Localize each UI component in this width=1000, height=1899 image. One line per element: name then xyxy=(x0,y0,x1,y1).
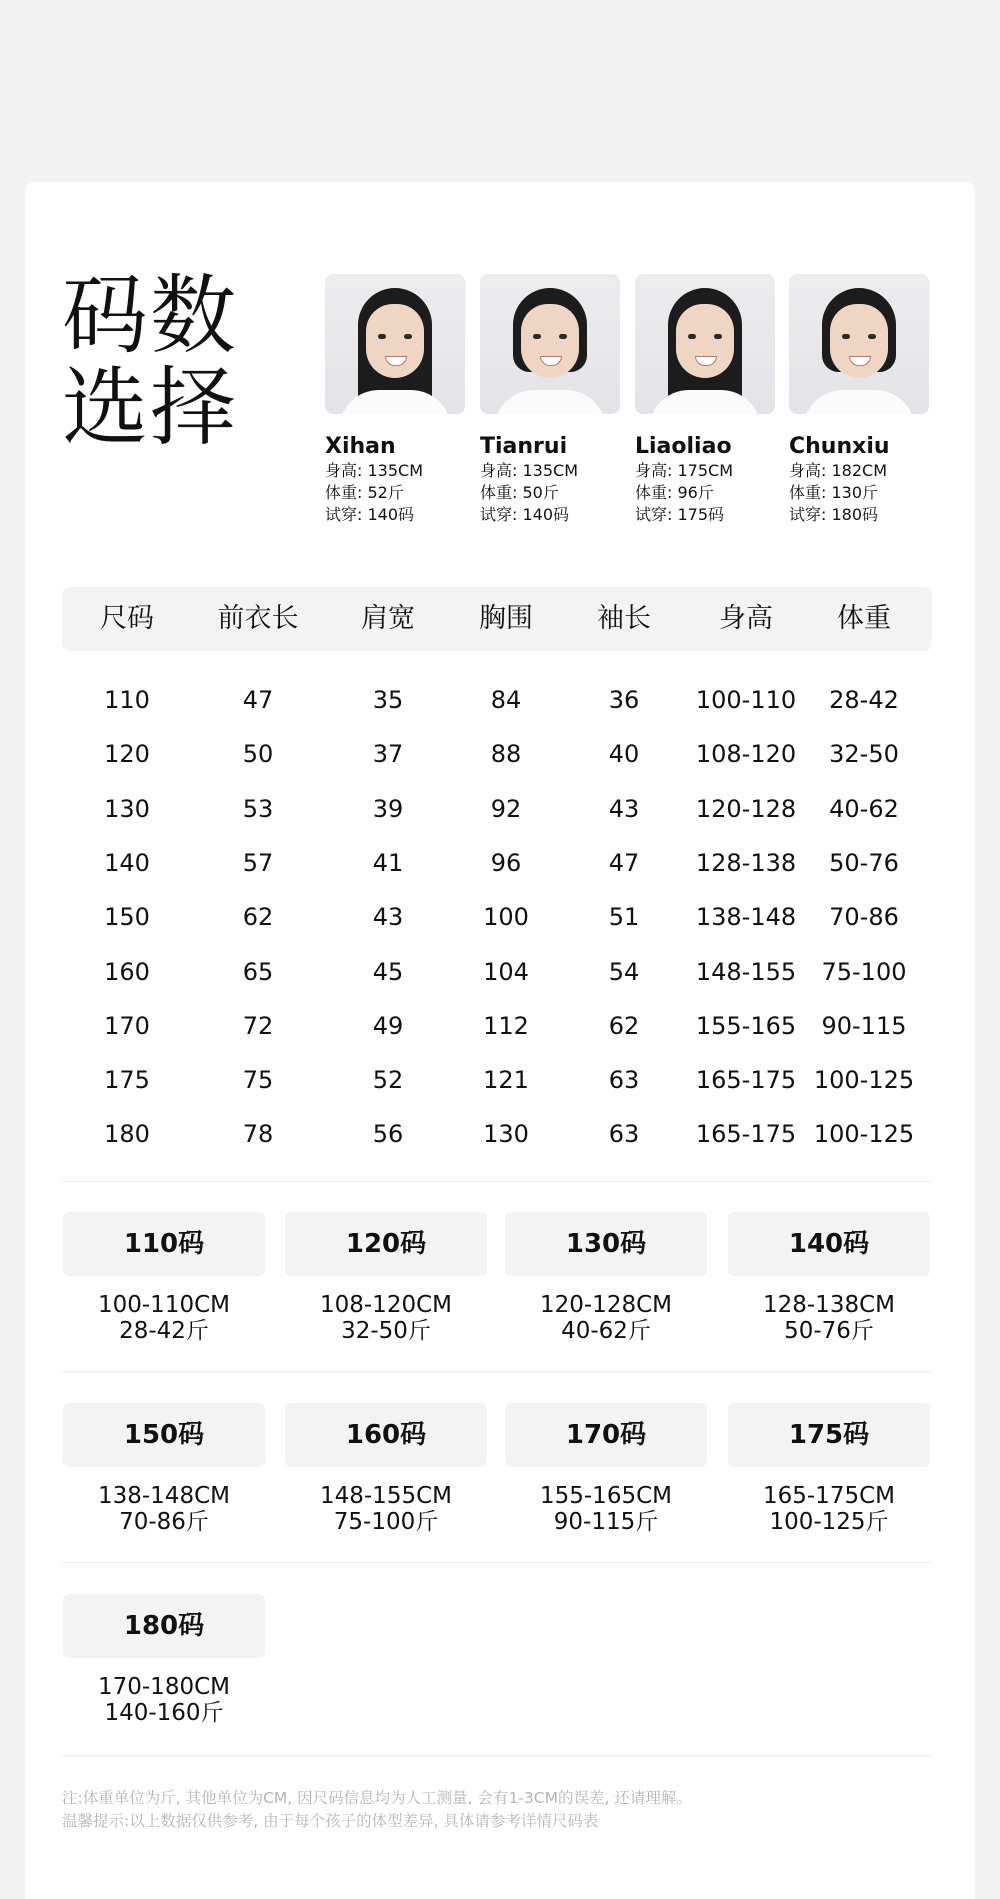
table-row xyxy=(62,727,932,781)
table-cell: 47 xyxy=(242,686,274,714)
table-cell: 78 xyxy=(242,1120,274,1149)
size-chip-info xyxy=(505,1483,707,1535)
size-chip-info xyxy=(63,1483,265,1535)
model-name: Xihan xyxy=(325,434,396,459)
table-cell: 50-76 xyxy=(829,848,899,877)
table-cell: 70-86 xyxy=(829,903,899,932)
table-cell: 53 xyxy=(242,794,274,823)
column-header: 袖长 xyxy=(597,603,651,634)
size-chip-info xyxy=(728,1292,930,1344)
table-cell: 41 xyxy=(372,848,404,877)
column-header: 胸围 xyxy=(479,603,533,634)
table-row xyxy=(62,1053,932,1107)
column-header: 肩宽 xyxy=(361,603,415,634)
table-cell: 130 xyxy=(483,1120,529,1149)
table-cell: 180 xyxy=(104,1120,150,1149)
model-card-chunxiu xyxy=(789,274,929,526)
size-height-range: 100-110CM xyxy=(97,1292,230,1318)
size-chip-info xyxy=(63,1674,265,1726)
size-table-header xyxy=(62,587,932,651)
size-chip[interactable]: 160码 xyxy=(285,1403,487,1467)
column-header: 体重 xyxy=(837,603,891,634)
size-weight-range: 75-100斤 xyxy=(333,1509,439,1535)
size-height-range: 170-180CM xyxy=(97,1674,230,1700)
size-chip[interactable]: 130码 xyxy=(505,1212,707,1276)
size-chip-info xyxy=(728,1483,930,1535)
size-height-range: 165-175CM xyxy=(762,1483,895,1509)
table-row xyxy=(62,673,932,727)
table-cell: 36 xyxy=(608,686,640,714)
table-cell: 120-128 xyxy=(695,794,797,823)
table-cell: 40 xyxy=(608,740,640,769)
table-cell: 35 xyxy=(372,686,404,714)
model-height: 身高: 175CM xyxy=(635,461,733,480)
table-cell: 45 xyxy=(372,957,404,986)
title-line-1: 码数 xyxy=(62,266,238,366)
size-chip[interactable]: 120码 xyxy=(285,1212,487,1276)
table-cell: 49 xyxy=(372,1011,404,1040)
table-cell: 100-110 xyxy=(695,686,797,714)
table-cell: 165-175 xyxy=(695,1066,797,1095)
model-card-xihan xyxy=(325,274,465,526)
model-height: 身高: 135CM xyxy=(325,461,423,480)
table-cell: 110 xyxy=(104,686,150,714)
size-chip-info xyxy=(285,1292,487,1344)
table-cell: 56 xyxy=(372,1120,404,1149)
table-cell: 155-165 xyxy=(695,1011,797,1040)
table-cell: 160 xyxy=(104,957,150,986)
table-cell: 120 xyxy=(104,740,150,769)
note-measurement: 注:体重单位为斤, 其他单位为CM, 因尺码信息均为人工测量, 会有1-3CM的误差, 还请理解。 xyxy=(62,1789,692,1807)
model-weight: 体重: 50斤 xyxy=(480,483,559,502)
table-cell: 37 xyxy=(372,740,404,769)
title-line-2: 选择 xyxy=(62,358,238,458)
size-guide-card xyxy=(25,182,975,1899)
table-cell: 50 xyxy=(242,740,274,769)
table-cell: 130 xyxy=(104,794,150,823)
table-cell: 57 xyxy=(242,848,274,877)
size-weight-range: 32-50斤 xyxy=(341,1318,431,1344)
size-chip[interactable]: 110码 xyxy=(63,1212,265,1276)
model-height: 身高: 182CM xyxy=(789,461,887,480)
table-cell: 100 xyxy=(483,903,529,932)
table-cell: 62 xyxy=(608,1011,640,1040)
table-row xyxy=(62,1107,932,1161)
table-cell: 175 xyxy=(104,1066,150,1095)
table-cell: 65 xyxy=(242,957,274,986)
model-weight: 体重: 52斤 xyxy=(325,483,404,502)
size-chip-info xyxy=(505,1292,707,1344)
size-height-range: 128-138CM xyxy=(762,1292,895,1318)
table-cell: 43 xyxy=(608,794,640,823)
size-weight-range: 90-115斤 xyxy=(553,1509,659,1535)
table-cell: 165-175 xyxy=(695,1120,797,1149)
size-weight-range: 100-125斤 xyxy=(769,1509,889,1535)
model-card-tianrui xyxy=(480,274,620,526)
section-divider xyxy=(62,1562,932,1563)
size-weight-range: 28-42斤 xyxy=(119,1318,209,1344)
section-divider xyxy=(62,1755,932,1756)
size-height-range: 108-120CM xyxy=(319,1292,452,1318)
size-weight-range: 40-62斤 xyxy=(561,1318,651,1344)
table-cell: 32-50 xyxy=(829,740,899,769)
size-height-range: 138-148CM xyxy=(97,1483,230,1509)
size-weight-range: 50-76斤 xyxy=(784,1318,874,1344)
model-name: Liaoliao xyxy=(635,434,732,459)
table-cell: 104 xyxy=(483,957,529,986)
model-name: Tianrui xyxy=(480,434,568,459)
table-cell: 140 xyxy=(104,848,150,877)
table-cell: 108-120 xyxy=(695,740,797,769)
table-cell: 148-155 xyxy=(695,957,797,986)
model-photo xyxy=(635,274,775,414)
table-cell: 28-42 xyxy=(829,686,899,714)
model-tried-size: 试穿: 175码 xyxy=(635,505,725,524)
table-cell: 150 xyxy=(104,903,150,932)
model-photo xyxy=(480,274,620,414)
table-cell: 75 xyxy=(242,1066,274,1095)
table-cell: 112 xyxy=(483,1011,529,1040)
size-chip[interactable]: 140码 xyxy=(728,1212,930,1276)
table-row xyxy=(62,890,932,944)
table-row xyxy=(62,945,932,999)
table-cell: 121 xyxy=(483,1066,529,1095)
table-row xyxy=(62,782,932,836)
model-card-liaoliao xyxy=(635,274,775,526)
table-cell: 100-125 xyxy=(813,1120,915,1149)
table-cell: 84 xyxy=(490,686,522,714)
table-cell: 51 xyxy=(608,903,640,932)
table-cell: 43 xyxy=(372,903,404,932)
size-weight-range: 140-160斤 xyxy=(104,1700,224,1726)
model-tried-size: 试穿: 180码 xyxy=(789,505,879,524)
table-cell: 72 xyxy=(242,1011,274,1040)
size-chip-info xyxy=(285,1483,487,1535)
size-chip[interactable]: 170码 xyxy=(505,1403,707,1467)
table-cell: 170 xyxy=(104,1011,150,1040)
column-header: 尺码 xyxy=(100,603,154,634)
table-cell: 63 xyxy=(608,1120,640,1149)
page-title xyxy=(62,266,238,458)
table-cell: 47 xyxy=(608,848,640,877)
table-cell: 128-138 xyxy=(695,848,797,877)
section-divider xyxy=(62,1181,932,1182)
model-height: 身高: 135CM xyxy=(480,461,578,480)
model-weight: 体重: 130斤 xyxy=(789,483,879,502)
table-cell: 138-148 xyxy=(695,903,797,932)
column-header: 身高 xyxy=(719,603,773,634)
size-height-range: 155-165CM xyxy=(539,1483,672,1509)
table-cell: 52 xyxy=(372,1066,404,1095)
note-reference: 温馨提示:以上数据仅供参考, 由于每个孩子的体型差异, 具体请参考详情尺码表 xyxy=(62,1812,599,1830)
model-name: Chunxiu xyxy=(789,434,890,459)
table-cell: 40-62 xyxy=(829,794,899,823)
table-row xyxy=(62,836,932,890)
size-height-range: 120-128CM xyxy=(539,1292,672,1318)
table-cell: 100-125 xyxy=(813,1066,915,1095)
size-chip[interactable]: 180码 xyxy=(63,1594,265,1658)
size-height-range: 148-155CM xyxy=(319,1483,452,1509)
table-cell: 63 xyxy=(608,1066,640,1095)
size-chip[interactable]: 175码 xyxy=(728,1403,930,1467)
table-cell: 92 xyxy=(490,794,522,823)
size-weight-range: 70-86斤 xyxy=(119,1509,209,1535)
model-tried-size: 试穿: 140码 xyxy=(325,505,415,524)
model-photo xyxy=(789,274,929,414)
column-header: 前衣长 xyxy=(217,603,299,634)
table-cell: 88 xyxy=(490,740,522,769)
model-weight: 体重: 96斤 xyxy=(635,483,714,502)
table-cell: 75-100 xyxy=(821,957,907,986)
table-cell: 90-115 xyxy=(821,1011,907,1040)
section-divider xyxy=(62,1371,932,1372)
table-cell: 62 xyxy=(242,903,274,932)
table-row xyxy=(62,999,932,1053)
table-cell: 54 xyxy=(608,957,640,986)
size-chip-info xyxy=(63,1292,265,1344)
size-chip[interactable]: 150码 xyxy=(63,1403,265,1467)
table-cell: 39 xyxy=(372,794,404,823)
model-photo xyxy=(325,274,465,414)
model-tried-size: 试穿: 140码 xyxy=(480,505,570,524)
table-cell: 96 xyxy=(490,848,522,877)
